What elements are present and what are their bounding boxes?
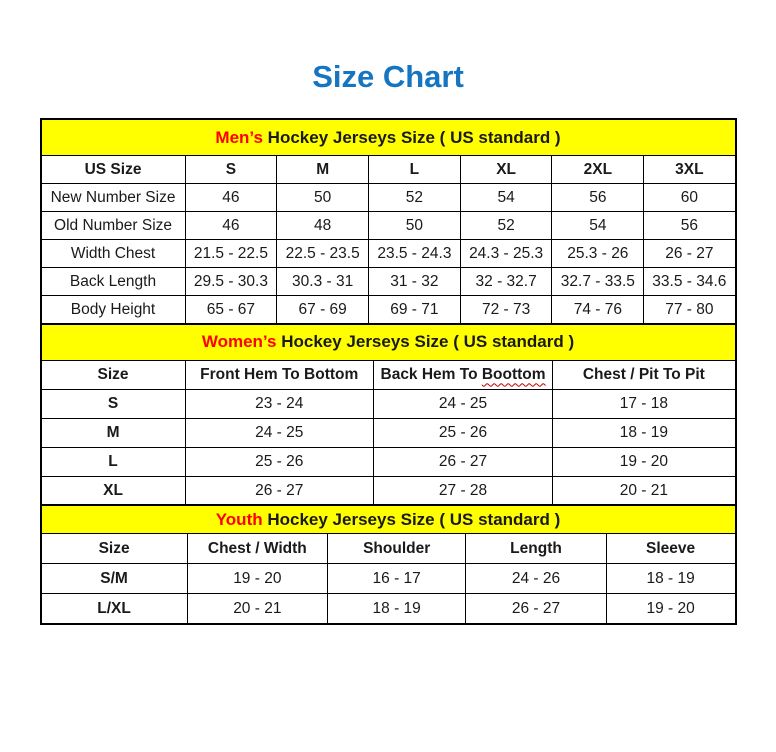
row-label: Body Height bbox=[41, 296, 186, 325]
size-chart-tables bbox=[40, 118, 737, 625]
column-header: US Size bbox=[41, 156, 186, 184]
row-label: Old Number Size bbox=[41, 212, 186, 240]
cell: 32.7 - 33.5 bbox=[552, 268, 644, 296]
cell: 19 - 20 bbox=[553, 447, 736, 476]
column-header: 3XL bbox=[644, 156, 736, 184]
cell: 69 - 71 bbox=[369, 296, 461, 325]
column-header: L bbox=[369, 156, 461, 184]
cell: 21.5 - 22.5 bbox=[185, 240, 277, 268]
cell: 24 - 26 bbox=[466, 564, 606, 594]
table-row bbox=[41, 447, 736, 476]
cell: 26 - 27 bbox=[466, 594, 606, 625]
page-title: Size Chart bbox=[312, 59, 464, 94]
column-header-row bbox=[41, 534, 736, 564]
table-row bbox=[41, 389, 736, 418]
row-label: XL bbox=[41, 476, 186, 506]
misspelled-word: Boottom bbox=[481, 365, 546, 383]
section-band-row bbox=[41, 324, 736, 361]
cell: 20 - 21 bbox=[187, 594, 327, 625]
cell: 50 bbox=[369, 212, 461, 240]
size-table-section-mens bbox=[40, 118, 737, 325]
column-header: Length bbox=[466, 534, 606, 564]
column-header: Front Hem To Bottom bbox=[185, 360, 373, 389]
cell: 52 bbox=[369, 184, 461, 212]
column-header: M bbox=[277, 156, 369, 184]
size-table-section-womens bbox=[40, 323, 737, 507]
row-label: S bbox=[41, 389, 186, 418]
cell: 23 - 24 bbox=[185, 389, 373, 418]
cell: 67 - 69 bbox=[277, 296, 369, 325]
row-label: Width Chest bbox=[41, 240, 186, 268]
cell: 32 - 32.7 bbox=[460, 268, 552, 296]
cell: 54 bbox=[460, 184, 552, 212]
cell: 46 bbox=[185, 184, 277, 212]
column-header: S bbox=[185, 156, 277, 184]
cell: 72 - 73 bbox=[460, 296, 552, 325]
cell: 25.3 - 26 bbox=[552, 240, 644, 268]
cell: 18 - 19 bbox=[606, 564, 735, 594]
cell: 74 - 76 bbox=[552, 296, 644, 325]
cell: 54 bbox=[552, 212, 644, 240]
table-row bbox=[41, 564, 736, 594]
cell: 24 - 25 bbox=[185, 418, 373, 447]
column-header-row bbox=[41, 360, 736, 389]
cell: 60 bbox=[644, 184, 736, 212]
column-header: Chest / Width bbox=[187, 534, 327, 564]
cell: 26 - 27 bbox=[185, 476, 373, 506]
cell: 77 - 80 bbox=[644, 296, 736, 325]
column-header: Size bbox=[41, 360, 186, 389]
size-table-section-youth bbox=[40, 504, 737, 625]
section-title-accent: Women’s bbox=[201, 332, 277, 352]
section-title-rest: Hockey Jerseys Size ( US standard ) bbox=[262, 127, 561, 147]
row-label: Back Length bbox=[41, 268, 186, 296]
column-header-row bbox=[41, 156, 736, 184]
cell: 20 - 21 bbox=[553, 476, 736, 506]
section-header-band bbox=[41, 324, 736, 361]
cell: 27 - 28 bbox=[373, 476, 552, 506]
row-label: S/M bbox=[41, 564, 188, 594]
section-band-row bbox=[41, 119, 736, 156]
cell: 25 - 26 bbox=[373, 418, 552, 447]
cell: 46 bbox=[185, 212, 277, 240]
row-label: L bbox=[41, 447, 186, 476]
cell: 29.5 - 30.3 bbox=[185, 268, 277, 296]
cell: 16 - 17 bbox=[328, 564, 466, 594]
row-label: L/XL bbox=[41, 594, 188, 625]
table-row bbox=[41, 268, 736, 296]
cell: 56 bbox=[644, 212, 736, 240]
column-header: 2XL bbox=[552, 156, 644, 184]
cell: 17 - 18 bbox=[553, 389, 736, 418]
table-row bbox=[41, 240, 736, 268]
size-table-youth bbox=[40, 504, 737, 625]
cell: 18 - 19 bbox=[553, 418, 736, 447]
section-header-band bbox=[41, 505, 736, 534]
cell: 18 - 19 bbox=[328, 594, 466, 625]
row-label: New Number Size bbox=[41, 184, 186, 212]
column-header: Back Hem To Boottom bbox=[373, 360, 552, 389]
cell: 26 - 27 bbox=[644, 240, 736, 268]
cell: 52 bbox=[460, 212, 552, 240]
cell: 30.3 - 31 bbox=[277, 268, 369, 296]
section-title-accent: Men’s bbox=[215, 127, 263, 147]
cell: 31 - 32 bbox=[369, 268, 461, 296]
table-row bbox=[41, 594, 736, 625]
row-label: M bbox=[41, 418, 186, 447]
cell: 33.5 - 34.6 bbox=[644, 268, 736, 296]
table-row bbox=[41, 418, 736, 447]
cell: 19 - 20 bbox=[606, 594, 735, 625]
table-row bbox=[41, 476, 736, 506]
section-band-row bbox=[41, 505, 736, 534]
cell: 24 - 25 bbox=[373, 389, 552, 418]
cell: 26 - 27 bbox=[373, 447, 552, 476]
table-row bbox=[41, 184, 736, 212]
cell: 25 - 26 bbox=[185, 447, 373, 476]
column-header: Shoulder bbox=[328, 534, 466, 564]
table-row bbox=[41, 212, 736, 240]
table-row bbox=[41, 296, 736, 325]
cell: 24.3 - 25.3 bbox=[460, 240, 552, 268]
column-header: Size bbox=[41, 534, 188, 564]
section-header-band bbox=[41, 119, 736, 156]
cell: 48 bbox=[277, 212, 369, 240]
cell: 22.5 - 23.5 bbox=[277, 240, 369, 268]
cell: 65 - 67 bbox=[185, 296, 277, 325]
cell: 50 bbox=[277, 184, 369, 212]
size-table-womens bbox=[40, 323, 737, 507]
cell: 56 bbox=[552, 184, 644, 212]
section-title-rest: Hockey Jerseys Size ( US standard ) bbox=[276, 332, 575, 352]
cell: 19 - 20 bbox=[187, 564, 327, 594]
cell: 23.5 - 24.3 bbox=[369, 240, 461, 268]
column-header: Chest / Pit To Pit bbox=[553, 360, 736, 389]
column-header: Sleeve bbox=[606, 534, 735, 564]
section-title-rest: Hockey Jerseys Size ( US standard ) bbox=[262, 509, 561, 529]
section-title-accent: Youth bbox=[215, 509, 263, 529]
size-table-mens bbox=[40, 118, 737, 325]
column-header: XL bbox=[460, 156, 552, 184]
